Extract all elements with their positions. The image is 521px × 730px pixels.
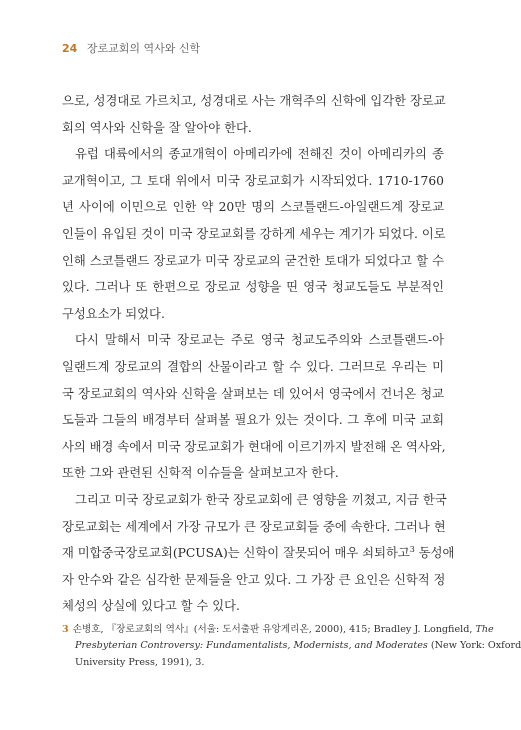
body-line: 체성의 상실에 있다고 할 수 있다. (62, 599, 240, 614)
body-line: 년 사이에 이민으로 인한 약 20만 명의 스코틀랜드-아일랜드계 장로교 (62, 200, 444, 215)
body-line: 국 장로교회의 역사와 신학을 살펴보는 데 있어서 영국에서 건너온 청교 (62, 386, 444, 401)
footnote-line (62, 638, 521, 654)
body-line-tail: 동성애 (414, 546, 455, 561)
body-line-text: 재 미합중국장로교회(PCUSA)는 신학이 잘못되어 매우 쇠퇴하고 (62, 546, 410, 561)
body-line: 회의 역사와 신학을 잘 알아야 한다. (62, 120, 252, 135)
body-line: 있다. 그러나 또 한편으로 장로교 성향을 띤 영국 청교도들도 부분적인 (62, 280, 444, 295)
body-line: 또한 그와 관련된 신학적 이슈들을 살펴보고자 한다. (62, 466, 339, 481)
running-head (62, 40, 200, 56)
body-line: 인해 스코틀랜드 장로교가 미국 장로교의 굳건한 토대가 되었다고 할 수 (62, 253, 444, 268)
body-line (62, 540, 455, 567)
body-line: 사의 배경 속에서 미국 장로교회가 현대에 이르기까지 발전해 온 역사와, (62, 439, 446, 454)
footnote-book-title: The (475, 624, 494, 635)
footnote-text: 손병호, 『장로교회의 역사』(서울: 도서출판 유앙게리온, 2000), 415; Bradley J. Longfield, (72, 624, 476, 635)
body-line: 으로, 성경대로 가르치고, 성경대로 사는 개혁주의 신학에 입각한 장로교 (62, 94, 446, 108)
body-line: 교개혁이고, 그 토대 위에서 미국 장로교회가 시작되었다. 1710-1760 (62, 173, 444, 188)
body-line: 구성요소가 되었다. (62, 306, 165, 321)
footnote (62, 622, 521, 671)
page-number: 24 (62, 42, 78, 55)
running-title: 장로교회의 역사와 신학 (86, 42, 201, 55)
body-line: 도들과 그들의 배경부터 살펴볼 필요가 있는 것이다. 그 후에 미국 교회 (62, 413, 444, 428)
body-line: 유럽 대륙에서의 종교개혁이 아메리카에 전해진 것이 아메리카의 종 (75, 147, 444, 162)
body-line: 장로교회는 세계에서 가장 규모가 큰 장로교회들 중에 속한다. 그러나 현 (62, 519, 446, 534)
footnote-book-title: Presbyterian Controversy: Fundamentalists, Modernists, and Moderates (75, 640, 428, 652)
body-line: 인들이 유입된 것이 미국 장로교회를 강하게 세우는 계기가 되었다. 이로 (62, 226, 446, 241)
body-line: 일랜드계 장로교의 결합의 산물이라고 할 수 있다. 그러므로 우리는 미 (62, 359, 444, 374)
body-line: 그리고 미국 장로교회가 한국 장로교회에 큰 영향을 끼쳤고, 지금 한국 (75, 492, 447, 507)
footnote-reference[interactable]: 3 (409, 545, 415, 554)
body-line: 다시 말해서 미국 장로교는 주로 영국 청교도주의와 스코틀랜드-아 (75, 333, 444, 348)
footnote-number: 3 (62, 624, 69, 635)
body-text (62, 88, 455, 620)
footnote-text: (New York: Oxford (427, 640, 521, 652)
footnote-line (62, 622, 494, 638)
footnote-line: University Press, 1991), 3. (75, 656, 205, 668)
body-line: 자 안수와 같은 심각한 문제들을 안고 있다. 그 가장 큰 요인은 신학적 정 (62, 572, 446, 587)
